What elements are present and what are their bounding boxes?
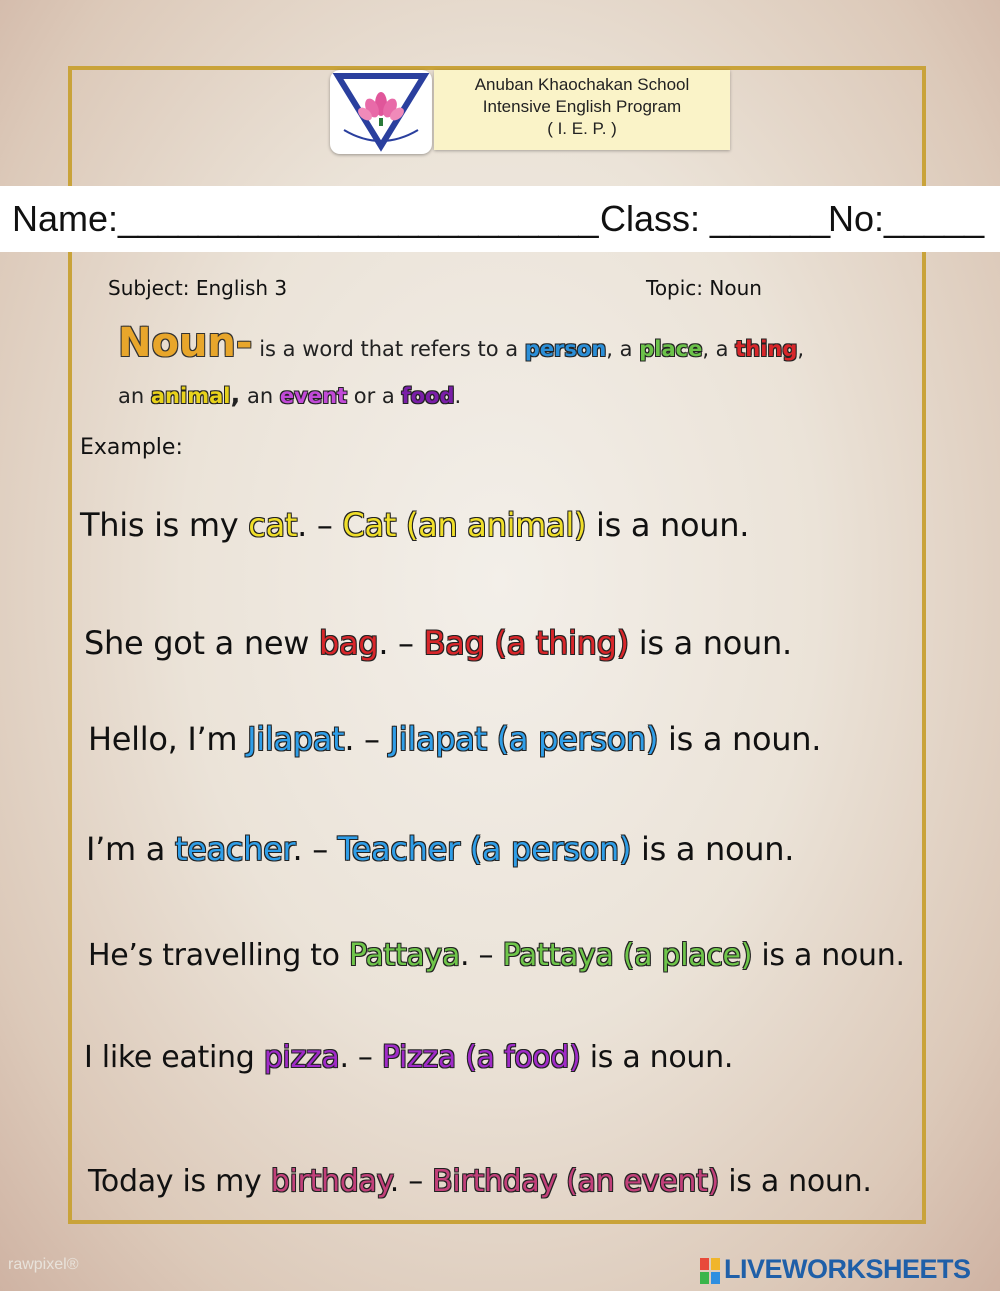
sentence-text: He’s travelling to <box>88 938 349 973</box>
liveworksheets-logo-icon <box>700 1258 720 1284</box>
sentence-text: She got a new <box>84 624 319 662</box>
sentence-text: I’m a <box>86 830 175 868</box>
example-sentence <box>88 720 821 758</box>
keyword-person: person <box>524 337 607 361</box>
sentence-text: is a noun. <box>631 830 795 868</box>
topic-label: Topic: Noun <box>646 276 762 300</box>
school-logo <box>330 70 432 154</box>
sentence-noun: pizza <box>263 1040 340 1075</box>
sentence-noun: cat <box>248 506 298 544</box>
rawpixel-watermark: rawpixel® <box>8 1256 79 1273</box>
def-text: . <box>454 384 462 408</box>
liveworksheets-brand[interactable]: LIVEWORKSHEETS <box>724 1254 971 1284</box>
sentence-noun-label: Bag (a thing) <box>423 624 629 662</box>
example-sentence <box>84 624 792 662</box>
noun-term: Noun- <box>118 320 253 366</box>
sentence-text: is a noun. <box>718 1164 872 1199</box>
sentence-noun-label: Pizza (a food) <box>381 1040 581 1075</box>
sentence-text: . – <box>339 1040 382 1075</box>
def-text: , a <box>606 337 633 361</box>
sentence-noun: Pattaya <box>348 938 461 973</box>
sentence-text: is a noun. <box>658 720 822 758</box>
definition-line-1 <box>118 320 804 366</box>
def-text: is a word that refers to a <box>259 337 519 361</box>
sentence-text: is a noun. <box>752 938 905 973</box>
sentence-noun-label: Teacher (a person) <box>337 830 632 868</box>
sentence-text: Hello, I’m <box>88 720 248 758</box>
def-text: , <box>797 337 805 361</box>
sentence-text: is a noun. <box>628 624 792 662</box>
lotus-triangle-logo-icon <box>330 70 432 154</box>
definition-line-2 <box>118 380 461 410</box>
def-text: , a <box>702 337 729 361</box>
def-text: or a <box>353 384 395 408</box>
example-sentence <box>84 1040 733 1075</box>
example-sentence <box>86 830 794 868</box>
student-info-band <box>0 186 1000 252</box>
sentence-text: . – <box>297 506 343 544</box>
sentence-text: is a noun. <box>580 1040 734 1075</box>
sentence-text: Today is my <box>88 1164 271 1199</box>
sentence-text: I like eating <box>84 1040 264 1075</box>
sentence-text: is a noun. <box>586 506 750 544</box>
school-name: Anuban Khaochakan School <box>474 75 690 94</box>
keyword-food: food <box>401 384 455 408</box>
example-sentence <box>88 938 905 973</box>
keyword-animal: animal <box>150 384 231 408</box>
sentence-text: . – <box>378 624 424 662</box>
sentence-noun: teacher <box>174 830 293 868</box>
program-abbr: ( I. E. P. ) <box>547 119 617 138</box>
sentence-noun-label: Jilapat (a person) <box>389 720 659 758</box>
keyword-thing: thing <box>735 337 798 361</box>
sentence-text: . – <box>460 938 503 973</box>
program-name: Intensive English Program <box>482 97 682 116</box>
sentence-noun: Jilapat <box>247 720 345 758</box>
school-title-box <box>434 70 730 150</box>
def-text: an <box>118 384 145 408</box>
subject-label: Subject: English 3 <box>108 276 288 300</box>
sentence-text: . – <box>292 830 338 868</box>
sentence-text: This is my <box>80 506 249 544</box>
sentence-noun: birthday <box>270 1164 390 1199</box>
def-text: , <box>230 380 241 410</box>
sentence-noun: bag <box>318 624 379 662</box>
sentence-text: . – <box>389 1164 433 1199</box>
example-sentence <box>88 1164 872 1199</box>
sentence-text: . – <box>344 720 390 758</box>
example-sentence <box>80 506 749 544</box>
def-text: an <box>247 384 274 408</box>
keyword-place: place <box>639 337 703 361</box>
keyword-event: event <box>279 384 348 408</box>
sentence-noun-label: Cat (an animal) <box>342 506 587 544</box>
class-field[interactable]: Class: ______ <box>600 198 831 239</box>
example-label: Example: <box>80 435 183 460</box>
number-field[interactable]: No:_____ <box>828 198 985 239</box>
sentence-noun-label: Birthday (an event) <box>432 1164 719 1199</box>
sentence-noun-label: Pattaya (a place) <box>502 938 753 973</box>
name-field[interactable]: Name:________________________ <box>12 198 599 239</box>
